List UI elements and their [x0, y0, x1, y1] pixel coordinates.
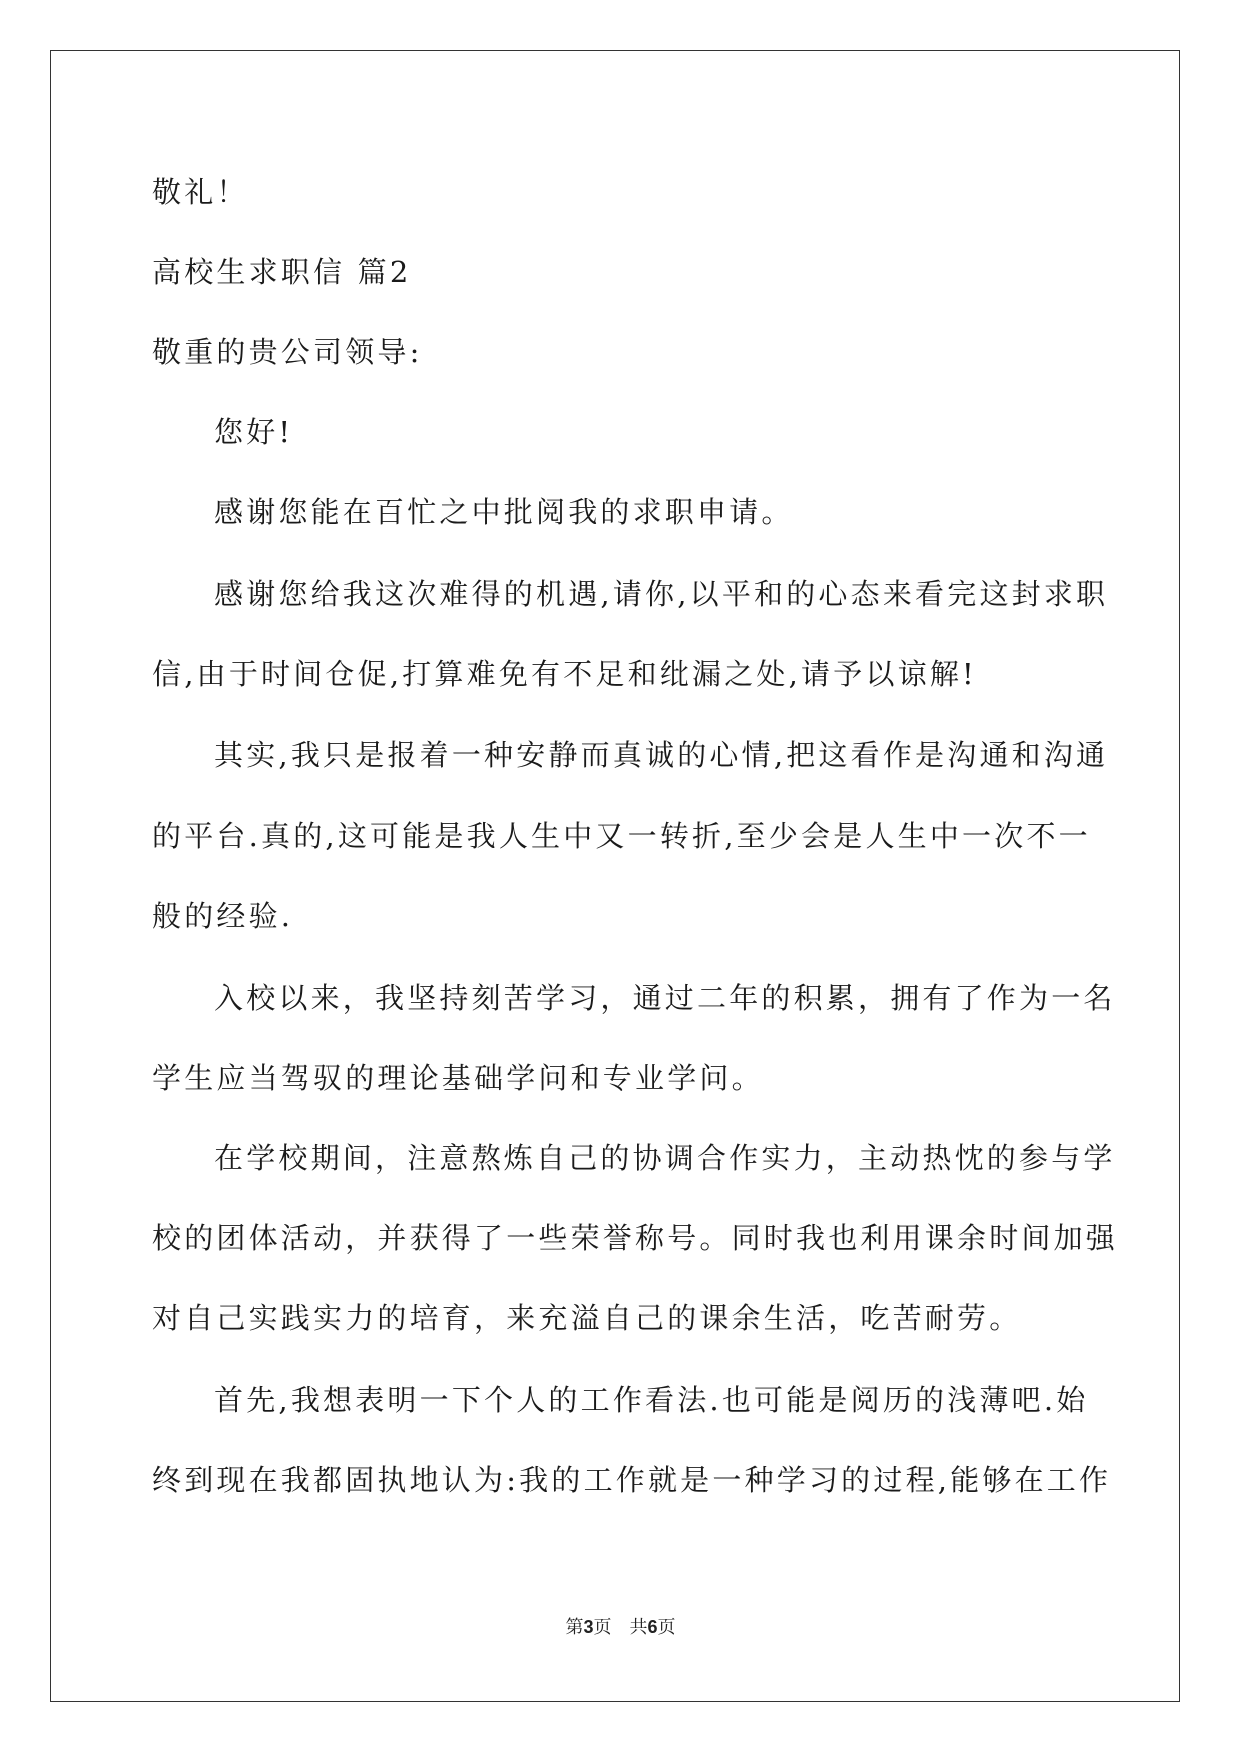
paragraph-line: 在学校期间，注意熬炼自己的协调合作实力，主动热忱的参与学 — [214, 1141, 1116, 1175]
recipient-greeting: 敬重的贵公司领导: — [152, 335, 423, 369]
total-pages: 6 — [647, 1617, 658, 1637]
paragraph-line: 首先,我想表明一下个人的工作看法.也可能是阅历的浅薄吧.始 — [214, 1383, 1089, 1417]
page-label-prefix: 第 — [565, 1617, 584, 1638]
closing-salutation: 敬礼！ — [152, 175, 249, 209]
page-border — [50, 50, 1180, 1702]
paragraph-line: 般的经验. — [152, 899, 294, 933]
paragraph-line: 信,由于时间仓促,打算难免有不足和纰漏之处,请予以谅解! — [152, 657, 977, 691]
page-number: 3 — [583, 1617, 594, 1637]
page-label-suffix: 页 — [593, 1617, 612, 1638]
paragraph-line: 入校以来，我坚持刻苦学习，通过二年的积累，拥有了作为一名 — [214, 981, 1116, 1015]
paragraph-line: 其实,我只是报着一种安静而真诚的心情,把这看作是沟通和沟通 — [214, 738, 1109, 772]
paragraph-line: 终到现在我都固执地认为:我的工作就是一种学习的过程,能够在工作 — [152, 1463, 1112, 1497]
paragraph-line: 对自己实践实力的培育，来充溢自己的课余生活，吃苦耐劳。 — [152, 1301, 1022, 1335]
paragraph-line: 学生应当驾驭的理论基础学问和专业学问。 — [152, 1061, 764, 1095]
paragraph-line: 校的团体活动，并获得了一些荣誉称号。同时我也利用课余时间加强 — [152, 1221, 1119, 1255]
page-footer — [0, 1615, 1241, 1640]
paragraph-line: 感谢您能在百忙之中批阅我的求职申请。 — [214, 495, 794, 529]
total-label-prefix: 共 — [629, 1617, 648, 1638]
section-heading: 高校生求职信 篇2 — [152, 255, 412, 289]
paragraph-line: 的平台.真的,这可能是我人生中又一转折,至少会是人生中一次不一 — [152, 819, 1091, 853]
paragraph-line: 感谢您给我这次难得的机遇,请你,以平和的心态来看完这封求职 — [214, 577, 1109, 611]
total-label-suffix: 页 — [657, 1617, 676, 1638]
hello-line: 您好! — [214, 415, 294, 449]
